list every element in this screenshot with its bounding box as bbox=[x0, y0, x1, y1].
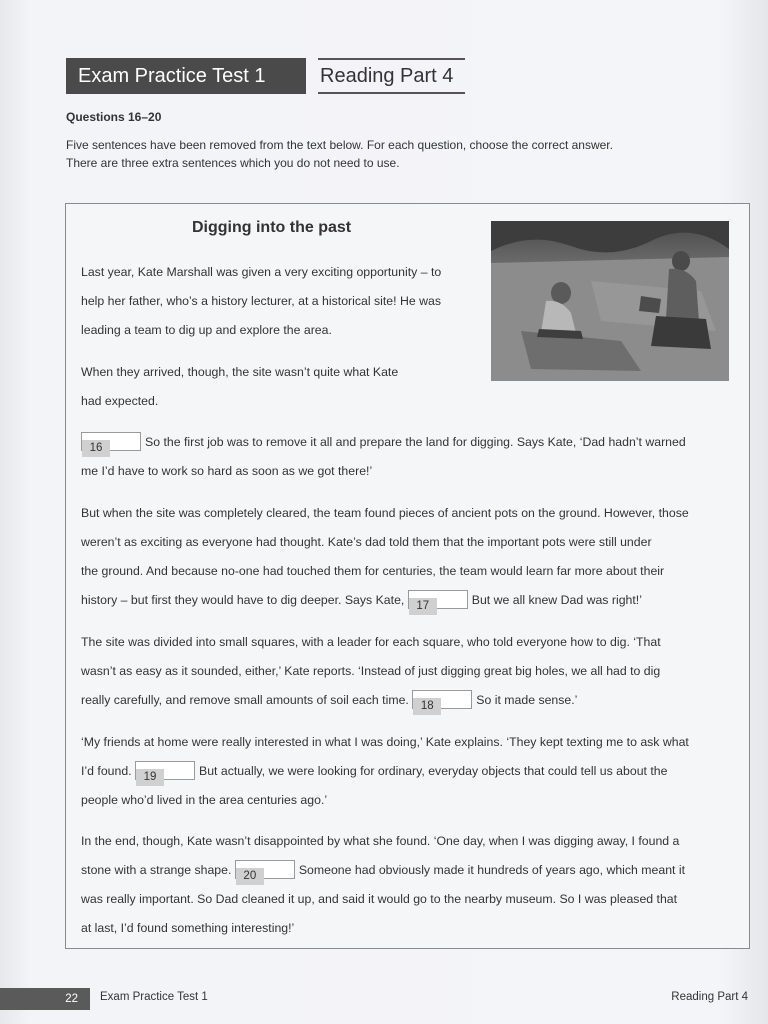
paragraph-7 bbox=[81, 827, 685, 943]
text-line: help her father, who’s a history lecturer, at a historical site! He was bbox=[81, 294, 441, 308]
text-line bbox=[81, 757, 689, 786]
page-header bbox=[66, 58, 465, 94]
text-segment: But we all knew Dad was right!’ bbox=[471, 593, 642, 607]
text-line: was really important. So Dad cleaned it up, and said it would go to the nearby museum. So I was pleased that bbox=[81, 892, 678, 906]
paragraph-4 bbox=[81, 499, 689, 615]
answer-gap-16[interactable] bbox=[81, 432, 141, 455]
text-line: had expected. bbox=[81, 394, 159, 408]
answer-gap-19[interactable] bbox=[135, 761, 195, 784]
answer-gap-18[interactable] bbox=[412, 690, 472, 713]
text-line bbox=[81, 856, 685, 885]
text-line bbox=[81, 586, 689, 615]
text-segment: So the first job was to remove it all and prepare the land for digging. Says Kate, ‘Dad hadn’t warned bbox=[145, 435, 686, 449]
excavation-photo bbox=[491, 221, 729, 381]
gap-number: 16 bbox=[82, 440, 110, 457]
test-title-banner: Exam Practice Test 1 bbox=[66, 58, 306, 94]
instruction-line: There are three extra sentences which you do not need to use. bbox=[66, 156, 400, 170]
instructions bbox=[66, 136, 706, 172]
paragraph-3 bbox=[81, 428, 686, 486]
text-segment: stone with a strange shape. bbox=[81, 863, 232, 877]
part-title: Reading Part 4 bbox=[318, 58, 465, 94]
paragraph-6 bbox=[81, 728, 689, 815]
text-line: The site was divided into small squares, with a leader for each square, who told everyone how to dig. ‘That bbox=[81, 635, 661, 649]
instruction-line: Five sentences have been removed from the text below. For each question, choose the correct answer. bbox=[66, 138, 613, 152]
text-line: leading a team to dig up and explore the area. bbox=[81, 323, 332, 337]
text-line: at last, I’d found something interesting!’ bbox=[81, 921, 295, 935]
text-line: me I’d have to work so hard as soon as we got there!’ bbox=[81, 464, 373, 478]
gap-number: 19 bbox=[136, 769, 164, 786]
text-line: ‘My friends at home were really interested in what I was doing,’ Kate explains. ‘They kept texting me to ask what bbox=[81, 735, 689, 749]
text-line: When they arrived, though, the site wasn’t quite what Kate bbox=[81, 365, 399, 379]
footer-test-label: Exam Practice Test 1 bbox=[100, 991, 208, 1003]
text-line bbox=[81, 686, 661, 715]
answer-gap-17[interactable] bbox=[408, 590, 468, 613]
text-line: In the end, though, Kate wasn’t disappointed by what she found. ‘One day, when I was digging away, I found a bbox=[81, 834, 680, 848]
answer-gap-20[interactable] bbox=[235, 860, 295, 883]
text-segment: Someone had obviously made it hundreds of years ago, which meant it bbox=[298, 863, 686, 877]
gap-number: 18 bbox=[413, 698, 441, 715]
gap-number: 17 bbox=[409, 598, 437, 615]
questions-heading: Questions 16–20 bbox=[66, 110, 162, 124]
text-segment: really carefully, and remove small amounts of soil each time. bbox=[81, 693, 409, 707]
text-segment: But actually, we were looking for ordinary, everyday objects that could tell us about the bbox=[199, 764, 668, 778]
text-segment: So it made sense.’ bbox=[476, 693, 578, 707]
paragraph-5 bbox=[81, 628, 661, 715]
footer-part-label: Reading Part 4 bbox=[671, 991, 748, 1003]
gap-number: 20 bbox=[236, 868, 264, 885]
text-line: But when the site was completely cleared, the team found pieces of ancient pots on the ground. However, those bbox=[81, 506, 689, 520]
text-line: the ground. And because no-one had touched them for centuries, the team would learn far more about their bbox=[81, 564, 665, 578]
paragraph-2 bbox=[81, 358, 398, 416]
story-title: Digging into the past bbox=[192, 219, 352, 236]
text-line: people who’d lived in the area centuries ago.’ bbox=[81, 793, 328, 807]
paragraph-1 bbox=[81, 258, 441, 345]
text-segment: history – but first they would have to dig deeper. Says Kate, bbox=[81, 593, 405, 607]
text-line: Last year, Kate Marshall was given a very exciting opportunity – to bbox=[81, 265, 442, 279]
page-number: 22 bbox=[0, 988, 90, 1010]
text-line: weren’t as exciting as everyone had thought. Kate’s dad told them that the important pots were still under bbox=[81, 535, 652, 549]
text-segment: I’d found. bbox=[81, 764, 132, 778]
text-line bbox=[81, 428, 686, 457]
text-line: wasn’t as easy as it sounded, either,’ Kate reports. ‘Instead of just digging great big holes, we all had to dig bbox=[81, 664, 661, 678]
